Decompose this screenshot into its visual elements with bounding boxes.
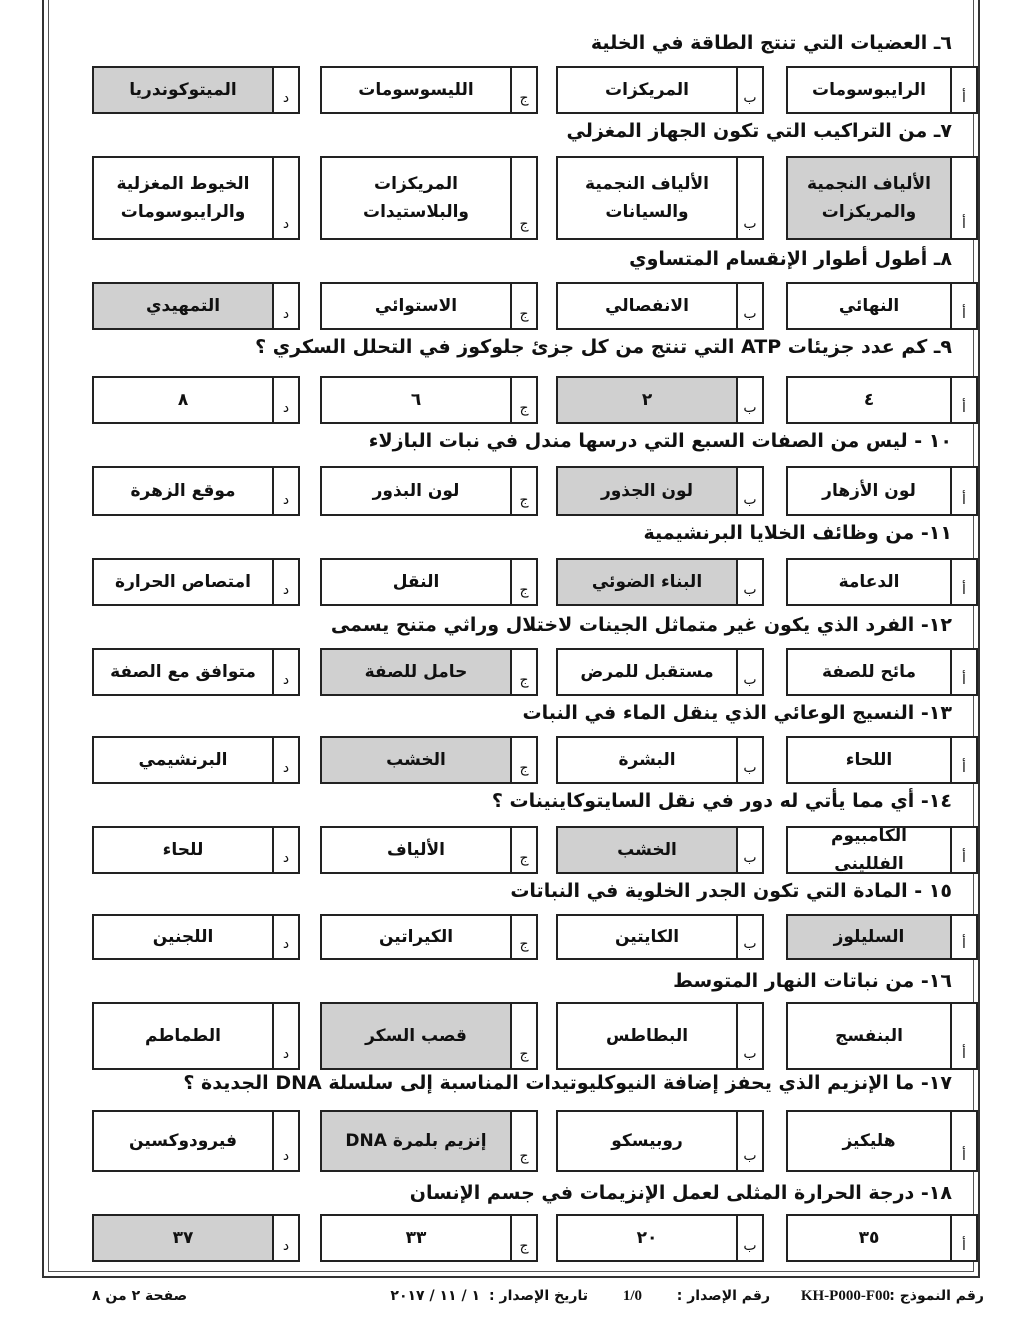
option-letter: ج [512, 1214, 538, 1262]
question-title [523, 700, 952, 726]
answer-option[interactable] [556, 826, 764, 874]
answer-option[interactable] [786, 648, 978, 696]
question-text: - من نباتات النهار المتوسط [673, 970, 929, 992]
option-text: البرنشيمي [92, 736, 274, 784]
option-letter: د [274, 558, 300, 606]
option-text: الميتوكوندريا [92, 66, 274, 114]
option-text: امتصاص الحرارة [92, 558, 274, 606]
answer-option[interactable] [320, 914, 538, 960]
option-text: النقل [320, 558, 512, 606]
option-letter: أ [952, 1002, 978, 1070]
option-letter: أ [952, 466, 978, 516]
option-letter: د [274, 376, 300, 424]
option-letter: ج [512, 282, 538, 330]
option-letter: د [274, 466, 300, 516]
question-text: ـ من التراكيب التي تكون الجهاز المغزلي [566, 120, 941, 142]
question-number: ١٦ [928, 970, 952, 992]
answer-option[interactable] [556, 1002, 764, 1070]
answer-option[interactable] [786, 1002, 978, 1070]
option-text: حامل للصفة [320, 648, 512, 696]
option-text: فيرودوكسين [92, 1110, 274, 1172]
option-letter: د [274, 282, 300, 330]
option-text: المريكزات والبلاستيدات [320, 156, 512, 240]
question-title [567, 118, 953, 144]
answer-option[interactable] [556, 1214, 764, 1262]
answer-option[interactable] [92, 282, 300, 330]
option-text: الاستوائي [320, 282, 512, 330]
option-letter: أ [952, 914, 978, 960]
option-letter: ب [738, 736, 764, 784]
option-letter: ب [738, 558, 764, 606]
answer-option[interactable] [92, 66, 300, 114]
answer-option[interactable] [556, 466, 764, 516]
answer-option[interactable] [786, 826, 978, 874]
question-number: ١٠ [928, 430, 952, 452]
answer-option[interactable] [556, 376, 764, 424]
answer-option[interactable] [786, 914, 978, 960]
question-text: - الفرد الذي يكون غير متماثل الجينات لاختلال وراثي متنح يسمى [330, 614, 929, 636]
option-letter: ج [512, 648, 538, 696]
option-letter: د [274, 648, 300, 696]
option-letter: ج [512, 1110, 538, 1172]
answer-option[interactable] [92, 648, 300, 696]
version-number: 1/0 [622, 1288, 642, 1304]
answer-option[interactable] [92, 914, 300, 960]
option-letter: ج [512, 376, 538, 424]
option-text: ٨ [92, 376, 274, 424]
option-text: البطاطس [556, 1002, 738, 1070]
question-title [183, 1070, 952, 1096]
option-text: اللجنين [92, 914, 274, 960]
option-text: المريكزات [556, 66, 738, 114]
question-title [591, 30, 952, 56]
question-number: ١٣ [928, 702, 952, 724]
question-number: ١٥ [928, 880, 952, 902]
form-number: KH-P000-F00 [800, 1288, 890, 1304]
option-letter: ج [512, 466, 538, 516]
question-title [492, 788, 952, 814]
option-letter: د [274, 1110, 300, 1172]
option-text: البنفسج [786, 1002, 952, 1070]
option-text: الألياف [320, 826, 512, 874]
option-text: الطماطم [92, 1002, 274, 1070]
option-letter: أ [952, 558, 978, 606]
question-text: ـ كم عدد جزيئات ATP التي تنتج من كل جزئ جلوكوز في التحلل السكري ؟ [255, 336, 941, 358]
option-letter: ج [512, 826, 538, 874]
option-text: الألياف النجمية والمريكزات [786, 156, 952, 240]
question-number: ١١ [928, 522, 952, 544]
option-text: البشرة [556, 736, 738, 784]
answer-option[interactable] [556, 1110, 764, 1172]
option-text: الدعامة [786, 558, 952, 606]
option-letter: ب [738, 376, 764, 424]
question-title [629, 246, 952, 272]
answer-option[interactable] [786, 66, 978, 114]
option-text: هليكيز [786, 1110, 952, 1172]
option-text: لون الجذور [556, 466, 738, 516]
question-text: - النسيج الوعائي الذي ينقل الماء في النبات [522, 702, 929, 724]
answer-option[interactable] [320, 736, 538, 784]
page-footer [0, 1288, 1020, 1318]
answer-option[interactable] [320, 66, 538, 114]
option-letter: ج [512, 736, 538, 784]
option-text: الليسوسومات [320, 66, 512, 114]
answer-option[interactable] [320, 1002, 538, 1070]
question-text: - ليس من الصفات السبع التي درسها مندل في نبات البازلاء [368, 430, 929, 452]
option-text: ٢٠ [556, 1214, 738, 1262]
question-title [673, 968, 952, 994]
page-number: صفحة ٢ من ٨ [92, 1288, 188, 1304]
answer-option[interactable] [320, 156, 538, 240]
answer-option[interactable] [320, 826, 538, 874]
answer-option[interactable] [92, 376, 300, 424]
option-letter: د [274, 1002, 300, 1070]
answer-option[interactable] [786, 558, 978, 606]
option-text: لون الأزهار [786, 466, 952, 516]
answer-option[interactable] [320, 1110, 538, 1172]
option-letter: أ [952, 826, 978, 874]
question-text: ـ العضيات التي تنتج الطاقة في الخلية [590, 32, 941, 54]
option-text: الانفصالي [556, 282, 738, 330]
question-number: ١٤ [928, 790, 952, 812]
option-letter: ب [738, 282, 764, 330]
option-letter: ب [738, 1110, 764, 1172]
option-letter: ب [738, 156, 764, 240]
option-text: اللحاء [786, 736, 952, 784]
answer-option[interactable] [786, 1214, 978, 1262]
option-letter: ب [738, 1214, 764, 1262]
option-text: ٦ [320, 376, 512, 424]
option-text: مائح للصفة [786, 648, 952, 696]
issue-date: ١ / ١١ / ٢٠١٧ [390, 1288, 480, 1304]
option-text: التمهيدي [92, 282, 274, 330]
option-letter: أ [952, 282, 978, 330]
option-letter: ج [512, 66, 538, 114]
answer-option[interactable] [786, 282, 978, 330]
option-letter: أ [952, 736, 978, 784]
question-text: - من وظائف الخلايا البرنشيمية [643, 522, 929, 544]
option-letter: ب [738, 914, 764, 960]
answer-option[interactable] [92, 826, 300, 874]
option-text: الخشب [320, 736, 512, 784]
question-number: ٨ [940, 248, 952, 270]
question-number: ٧ [940, 120, 952, 142]
option-letter: ب [738, 466, 764, 516]
answer-option[interactable] [320, 466, 538, 516]
answer-option[interactable] [92, 466, 300, 516]
option-text: روبيسكو [556, 1110, 738, 1172]
question-number: ٦ [940, 32, 952, 54]
option-letter: ج [512, 156, 538, 240]
question-text: - أي مما يأتي له دور في نقل السايتوكاينينات ؟ [491, 790, 929, 812]
version-label: رقم الإصدار : [676, 1288, 770, 1304]
answer-option[interactable] [320, 558, 538, 606]
option-text: الكيراتين [320, 914, 512, 960]
answer-option[interactable] [556, 914, 764, 960]
question-number: ١٧ [928, 1072, 952, 1094]
question-number: ١٨ [928, 1182, 952, 1204]
option-text: الخيوط المغزلية والرايبوسومات [92, 156, 274, 240]
option-letter: ب [738, 648, 764, 696]
answer-option[interactable] [556, 558, 764, 606]
answer-option[interactable] [92, 1110, 300, 1172]
question-text: - ما الإنزيم الذي يحفز إضافة النيوكليوتيدات المناسبة إلى سلسلة DNA الجديدة ؟ [183, 1072, 929, 1094]
option-text: الرايبوسومات [786, 66, 952, 114]
answer-option[interactable] [786, 156, 978, 240]
option-text: ٤ [786, 376, 952, 424]
option-letter: د [274, 66, 300, 114]
option-text: ٢ [556, 376, 738, 424]
answer-option[interactable] [556, 282, 764, 330]
option-text: ٣٧ [92, 1214, 274, 1262]
option-letter: د [274, 736, 300, 784]
option-letter: ج [512, 558, 538, 606]
answer-option[interactable] [556, 156, 764, 240]
option-letter: أ [952, 376, 978, 424]
option-letter: أ [952, 648, 978, 696]
option-letter: ب [738, 1002, 764, 1070]
answer-option[interactable] [786, 376, 978, 424]
answer-option[interactable] [320, 282, 538, 330]
question-title [331, 612, 952, 638]
question-title [410, 1180, 952, 1206]
option-text: مستقبل للمرض [556, 648, 738, 696]
question-title [255, 334, 952, 360]
option-text: الكايتين [556, 914, 738, 960]
option-text: للحاء [92, 826, 274, 874]
option-text: السليلوز [786, 914, 952, 960]
issue-date-label: تاريخ الإصدار : [489, 1288, 588, 1304]
option-letter: ب [738, 66, 764, 114]
answer-option[interactable] [786, 736, 978, 784]
option-text: النهائي [786, 282, 952, 330]
question-number: ٩ [940, 336, 952, 358]
option-text: الألياف النجمية والسيانات [556, 156, 738, 240]
answer-option[interactable] [92, 1214, 300, 1262]
answer-option[interactable] [92, 156, 300, 240]
question-text: - درجة الحرارة المثلى لعمل الإنزيمات في جسم الإنسان [409, 1182, 929, 1204]
answer-option[interactable] [92, 1002, 300, 1070]
form-number-label: رقم النموذج : [889, 1288, 984, 1304]
answer-option[interactable] [92, 558, 300, 606]
question-number: ١٢ [928, 614, 952, 636]
option-letter: د [274, 914, 300, 960]
answer-option[interactable] [320, 1214, 538, 1262]
answer-option[interactable] [92, 736, 300, 784]
option-letter: أ [952, 1214, 978, 1262]
option-letter: ج [512, 1002, 538, 1070]
option-letter: د [274, 156, 300, 240]
option-text: الخشب [556, 826, 738, 874]
question-title [510, 878, 952, 904]
answer-option[interactable] [556, 648, 764, 696]
answer-option[interactable] [786, 466, 978, 516]
option-text: لون البذور [320, 466, 512, 516]
option-text: ٣٣ [320, 1214, 512, 1262]
answer-option[interactable] [320, 376, 538, 424]
option-letter: أ [952, 156, 978, 240]
option-text: ٣٥ [786, 1214, 952, 1262]
question-title [643, 520, 952, 546]
answer-option[interactable] [320, 648, 538, 696]
option-text: البناء الضوئي [556, 558, 738, 606]
option-letter: أ [952, 66, 978, 114]
question-title [369, 428, 952, 454]
option-text: قصب السكر [320, 1002, 512, 1070]
option-text: إنزيم بلمرة DNA [320, 1110, 512, 1172]
option-letter: ج [512, 914, 538, 960]
option-letter: د [274, 1214, 300, 1262]
answer-option[interactable] [556, 66, 764, 114]
answer-option[interactable] [556, 736, 764, 784]
answer-option[interactable] [786, 1110, 978, 1172]
option-text: موقع الزهرة [92, 466, 274, 516]
option-text: الكامبيوم الفلليني [786, 826, 952, 874]
option-letter: أ [952, 1110, 978, 1172]
question-text: - المادة التي تكون الجدر الخلوية في النباتات [510, 880, 929, 902]
option-letter: د [274, 826, 300, 874]
option-letter: ب [738, 826, 764, 874]
question-text: ـ أطول أطوار الإنقسام المتساوي [629, 248, 941, 270]
option-text: متوافق مع الصفة [92, 648, 274, 696]
